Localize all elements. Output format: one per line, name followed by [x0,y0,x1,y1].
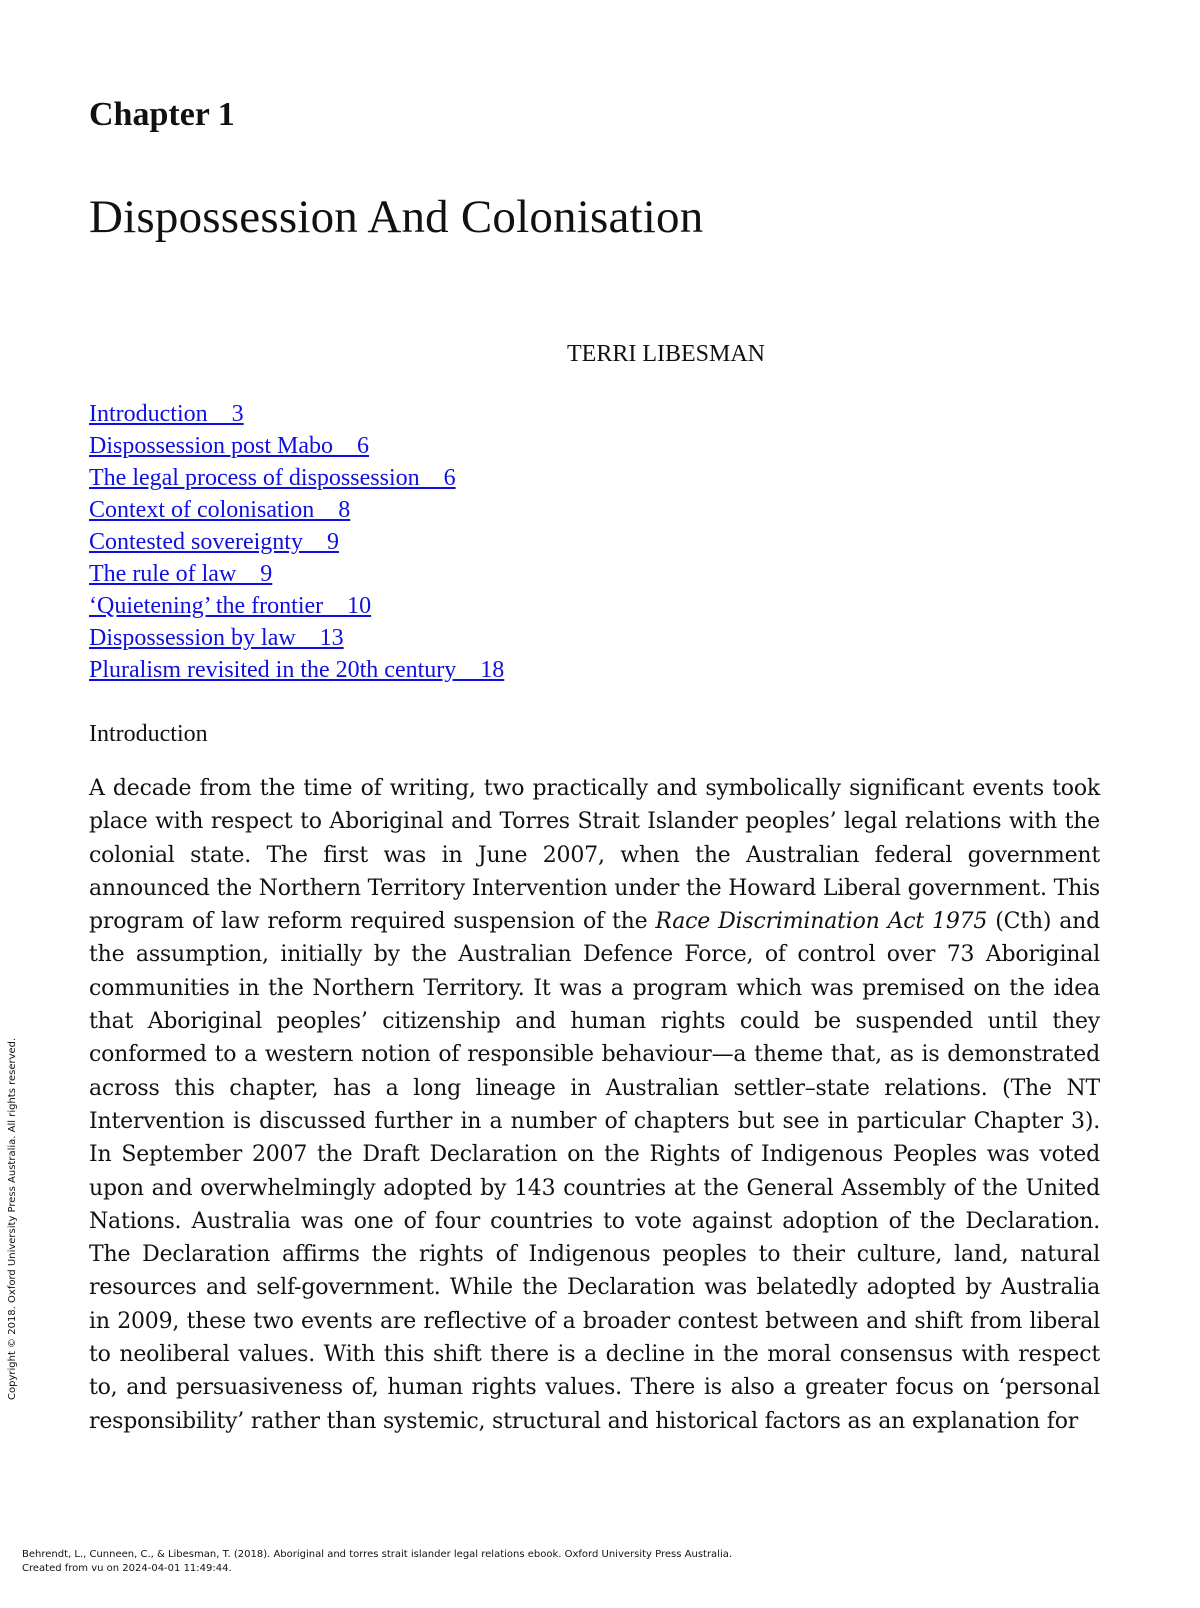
toc-link-legal-process[interactable]: The legal process of dispossession 6 [89,465,456,491]
table-of-contents [89,398,504,686]
side-copyright-notice: Copyright © 2018. Oxford University Press Australia. All rights reserved. [7,1037,18,1400]
toc-link-rule-of-law[interactable]: The rule of law 9 [89,561,273,587]
body-text-part2: (Cth) and the assumption, initially by the Australian Defence Force, of control over 73 Aboriginal communities in the Northern Territory. It was a program which was premised on the idea that Aboriginal peoples’ citizenship and human rights could be suspended until they conformed to a western notion of responsible behaviour—a theme that, as is demonstrated across this chapter, has a long lineage in Australian settler–state relations. (The NT Intervention is discussed further in a number of chapters but see in particular Chapter 3). In September 2007 the Draft Declaration on the Rights of Indigenous Peoples was voted upon and overwhelmingly adopted by 143 countries at the General Assembly of the United Nations. Australia was one of four countries to vote against adoption of the Declaration. The Declaration affirms the rights of Indigenous peoples to their culture, land, natural resources and self-government. While the Declaration was belatedly adopted by Australia in 2009, these two events are reflective of a broader contest between and shift from liberal to neoliberal values. With this shift there is a decline in the moral consensus with respect to, and persuasiveness of, human rights values. There is also a greater focus on ‘personal responsibility’ rather than systemic, structural and historical factors as an explanation for [89,909,1100,1434]
toc-item [89,590,504,622]
toc-link-context-of-colonisation[interactable]: Context of colonisation 8 [89,497,351,523]
toc-link-dispossession-by-law[interactable]: Dispossession by law 13 [89,625,344,651]
body-text-part1: A decade from the time of writing, two practically and symbolically significant events took place with respect to Aboriginal and Torres Strait Islander peoples’ legal relations with the colonial state. The first was in June 2007, when the Australian federal government announced the Northern Territory Intervention under the Howard Liberal government. This program of law reform required suspension of the [89,776,1100,935]
chapter-label: Chapter 1 [89,96,235,133]
body-paragraph [89,772,1100,1438]
toc-link-contested-sovereignty[interactable]: Contested sovereignty 9 [89,529,339,555]
toc-item [89,494,504,526]
toc-item [89,558,504,590]
toc-item [89,526,504,558]
toc-link-dispossession-post-mabo[interactable]: Dispossession post Mabo 6 [89,433,370,459]
toc-item [89,622,504,654]
footer-created-line: Created from vu on 2024-04-01 11:49:44. [22,1563,232,1574]
act-title-italic: Race Discrimination Act 1975 [655,909,988,935]
toc-item [89,398,504,430]
section-heading: Introduction [89,721,208,747]
author-name: TERRI LIBESMAN [567,341,765,367]
chapter-title: Dispossession And Colonisation [89,191,704,243]
footer-citation-line: Behrendt, L., Cunneen, C., & Libesman, T. (2018). Aboriginal and torres strait islander legal relations ebook. Oxford University Press Australia. [22,1549,733,1560]
footer-citation [22,1548,732,1576]
toc-item [89,462,504,494]
toc-link-quietening-frontier[interactable]: ‘Quietening’ the frontier 10 [89,593,372,619]
side-copyright-wrap [6,1037,20,1400]
toc-link-pluralism-revisited[interactable]: Pluralism revisited in the 20th century 18 [89,657,505,683]
toc-item [89,654,504,686]
toc-item [89,430,504,462]
toc-link-introduction[interactable]: Introduction 3 [89,401,244,427]
